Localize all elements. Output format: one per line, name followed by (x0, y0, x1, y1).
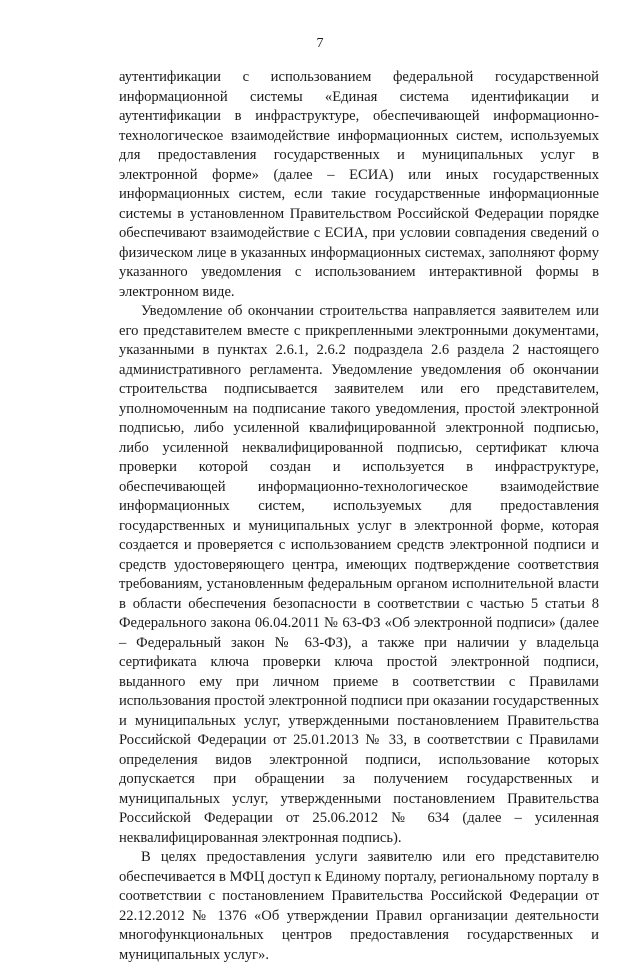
paragraph-mfc-portal-access: В целях предоставления услуги заявителю или его представителю обеспечивается в МФЦ доступ к Единому порталу, региональному порталу в соответствии с постановлением Правительства Российской Федерации от 22.12.2012 № 1376 «Об утверждении Правил организации деятельности многофункциональных центров предоставления государственных и муниципальных услуг». (119, 849, 599, 963)
document-body (119, 68, 599, 965)
page-number: 7 (316, 36, 324, 51)
paragraph-construction-completion-notice: Уведомление об окончании строительства направляется заявителем или его представителем вместе с прикрепленными электронными документами, указанными в пунктах 2.6.1, 2.6.2 подраздела 2.6 раздела 2 настоящего административного регламента. Уведомление уведомления об окончании строительства подписывается заявителем или его представителем, уполномоченным на подписание такого уведомления, простой электронной подписью, либо усиленной квалифицированной электронной подписью, либо усиленной неквалифицированной подписью, сертификат ключа проверки которой создан и используется в инфраструктуре, обеспечивающей информационно-технологическое взаимодействие информационных систем, используемых для предоставления государственных и муниципальных услуг в электронной форме, которая создается и проверяется с использованием средств электронной подписи и средств удостоверяющего центра, имеющих подтверждение соответствия требованиям, установленным федеральным органом исполнительной власти в области обеспечения безопасности в соответствии с частью 5 статьи 8 Федерального закона 06.04.2011 № 63-ФЗ «Об электронной подписи» (далее – Федеральный закон № 63-ФЗ), а также при наличии у владельца сертификата ключа проверки ключа простой электронной подписи, выданного ему при личном приеме в соответствии с Правилами использования простой электронной подписи при оказании государственных и муниципальных услуг, утвержденными постановлением Правительства Российской Федерации от 25.01.2013 № 33, в соответствии с Правилами определения видов электронной подписи, использование которых допускается при обращении за получением государственных и муниципальных услуг, утвержденными постановлением Правительства Российской Федерации от 25.06.2012 № 634 (далее – усиленная неквалифицированная электронная подпись). (119, 303, 599, 846)
paragraph-esia-authentication: аутентификации с использованием федеральной государственной информационной системы «Единая система идентификации и аутентификации в инфраструктуре, обеспечивающей информационно-технологическое взаимодействие информационных систем, используемых для предоставления государственных и муниципальных услуг в электронной форме» (далее – ЕСИА) или иных государственных информационных систем, если такие государственные информационные системы в установленном Правительством Российской Федерации порядке обеспечивают взаимодействие с ЕСИА, при условии совпадения сведений о физическом лице в указанных информационных системах, заполняют форму указанного уведомления с использованием интерактивной формы в электронном виде. (119, 69, 599, 300)
